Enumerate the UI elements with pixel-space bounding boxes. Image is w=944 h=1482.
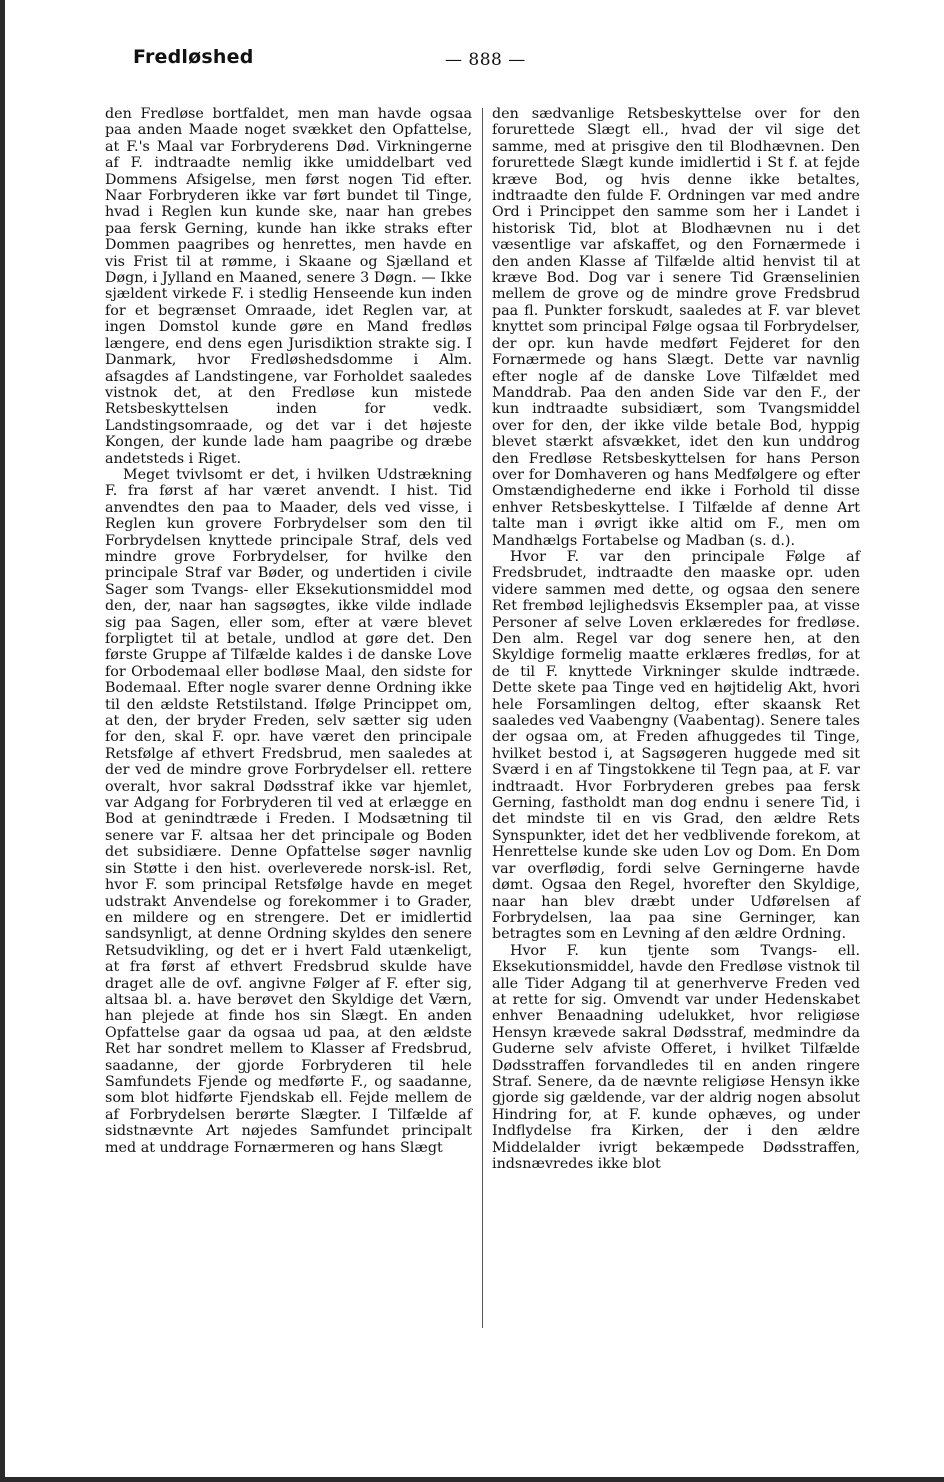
scan-page-edge-left <box>0 0 5 1482</box>
paragraph: Meget tvivlsomt er det, i hvilken Udstrækning F. fra først af har været anvendt. I hist. Tid anvendtes den paa to Maader, dels ved visse, i Reglen kun grovere Forbrydelser som den til Forbrydelsen knyttede principale Straf, dels ved mindre grove Forbrydelser, for hvilke den principale Straf var Bøder, og undertiden i civile Sager som Tvangs- eller Eksekutionsmiddel mod den, der, naar han sagsøgtes, ikke vilde indlade sig paa Sagen, eller som, efter at være blevet forpligtet til at betale, undlod at gøre det. Den første Gruppe af Tilfælde kaldes i de danske Love for Orbodemaal eller bodløse Maal, den sidste for Bodemaal. Efter nogle svarer denne Ordning ikke til den ældste Retstilstand. Ifølge Princippet om, at den, der bryder Freden, selv sætter sig uden for den, skal F. opr. have været den principale Retsfølge af ethvert Fredsbrud, men saaledes at der ved de mindre grove Forbrydelser ell. rettere overalt, hvor sakral Dødsstraf ikke var hjemlet, var Adgang for Forbryderen til ved at erlægge en Bod at genindtræde i Freden. I Modsætning til senere var F. altsaa her det principale og Boden det subsidiære. Denne Opfattelse søger navnlig sin Støtte i den hist. overleverede norsk-isl. Ret, hvor F. som principal Retsfølge havde en meget udstrakt Anvendelse og forekommer i to Grader, en mildere og en strengere. Det er imidlertid sandsynligt, at denne Ordning skyldes den senere Retsudvikling, og det er i hvert Fald utænkeligt, at fra først af ethvert Fredsbrud skulde have draget alle de ovf. angivne Følger af F. efter sig, altsaa bl. a. have berøvet den Skyldige det Værn, han plejede at finde hos sin Slægt. En anden Opfattelse gaar da ogsaa ud paa, at den ældste Ret har sondret mellem to Klasser af Fredsbrud, saadanne, der gjorde Forbryderen til hele Samfundets Fjende og medførte F., og saadanne, som blot hidførte Fjendskab ell. Fejde mellem de af Forbrydelsen berørte Slægter. I Tilfælde af sidstnævnte Art nøjedes Samfundet principalt med at unddrage Fornærmeren og hans Slægt <box>105 466 472 1156</box>
paragraph: Hvor F. kun tjente som Tvangs- ell. Eksekutionsmiddel, havde den Fredløse vistnok til alle Tider Adgang til at generhverve Freden ved at rette for sig. Omvendt var under Hedenskabet enhver Benaadning udelukket, hvor religiøse Hensyn krævede sakral Dødsstraf, medmindre da Guderne selv afviste Offeret, i hvilket Tilfælde Dødsstraffen forvandledes til en anden ringere Straf. Senere, da de nævnte religiøse Hensyn ikke gjorde sig gældende, var der aldrig nogen absolut Hindring for, at F. kunde ophæves, og under Indflydelse fra Kirken, der i den ældre Middelalder ivrigt bekæmpede Dødsstraffen, indsnævredes ikke blot <box>492 942 860 1172</box>
paragraph: Hvor F. var den principale Følge af Fredsbrudet, indtraadte den maaske opr. uden videre sammen med dette, og ogsaa den senere Ret frembød lejlighedsvis Eksempler paa, at visse Personer af selve Loven erklæredes for fredløse. Den alm. Regel var dog senere hen, at den Skyldige formelig maatte erklæres fredløs, for at de til F. knyttede Virkninger skulde indtræde. Dette skete paa Tinge ved en højtidelig Akt, hvori hele Forsamlingen deltog, efter skaansk Ret saaledes ved Vaabengny (Vaabentag). Senere tales der ogsaa om, at Freden afhuggedes til Tinge, hvilket bestod i, at Sagsøgeren huggede med sit Sværd i en af Tingstokkene til Tegn paa, at F. var indtraadt. Hvor Forbryderen grebes paa fersk Gerning, fastholdt man dog endnu i senere Tid, i det mindste til en vis Grad, den ældre Rets Synspunkter, idet det her vedblivende forekom, at Henrettelse kunde ske uden Lov og Dom. En Dom var overflødig, fordi selve Gerningerne havde dømt. Ogsaa den Regel, hvorefter den Skyldige, naar han blev dræbt under Udførelsen af Forbrydelsen, laa paa sine Gerninger, kan betragtes som en Levning af den ældre Ordning. <box>492 548 860 943</box>
scan-page-edge-bottom <box>0 1477 944 1482</box>
column-divider <box>482 108 483 1328</box>
paragraph: den sædvanlige Retsbeskyttelse over for den forurettede Slægt ell., hvad der vil sige det samme, med at prisgive den til Blodhævnen. Den forurettede Slægt kunde imidlertid i St f. at fejde kræve Bod, og hvis denne ikke betaltes, indtraadte den fulde F. Ordningen var med andre Ord i Princippet den samme som her i Landet i historisk Tid, blot at Blodhævnen nu i det væsentlige var afskaffet, og den Fornærmede i den anden Klasse af Tilfælde altid henvist til at kræve Bod. Dog var i senere Tid Grænselinien mellem de grove og de mindre grove Fredsbrud paa fl. Punkter forskudt, saaledes at F. var blevet knyttet som principal Følge ogsaa til Forbrydelser, der opr. kun havde medført Fejderet for den Fornærmede og hans Slægt. Dette var navnlig efter nogle af de danske Love Tilfældet med Manddrab. Paa den anden Side var den F., der kun indtraadte subsidiært, som Tvangsmiddel over for den, der ikke vilde betale Bod, hyppig blevet stærkt afsvækket, idet den kun unddrog den Fredløse Retsbeskyttelsen for hans Person over for Domhaveren og hans Medfølgere og efter Omstændighederne end ikke i Forhold til disse enhver Retsbeskyttelse. I Tilfælde af denne Art talte man i øvrigt ikke altid om F., men om Mandhælgs Fortabelse og Madban (s. d.). <box>492 106 860 549</box>
text-column-left <box>105 106 472 1156</box>
running-head-title: Fredløshed <box>133 46 254 68</box>
paragraph: den Fredløse bortfaldet, men man havde ogsaa paa anden Maade noget svækket den Opfattelse, at F.'s Maal var Forbryderens Død. Virkningerne af F. indtraadte nemlig ikke umiddelbart ved Dommens Afsigelse, men først nogen Tid efter. Naar Forbryderen ikke var ført bundet til Tinge, hvad i Reglen kun kunde ske, naar han grebes paa fersk Gerning, kunde han ikke straks efter Dommen paagribes og henrettes, men havde en vis Frist til at rømme, i Skaane og Sjælland et Døgn, i Jylland en Maaned, senere 3 Døgn. — Ikke sjældent virkede F. i stedlig Henseende kun inden for et begrænset Omraade, idet Reglen var, at ingen Domstol kunde gøre en Mand fredløs længere, end dens egen Jurisdiktion strakte sig. I Danmark, hvor Fredløshedsdomme i Alm. afsagdes af Landstingene, var Forholdet saaledes vistnok det, at den Fredløse kun mistede Retsbeskyttelsen inden for vedk. Landstingsomraade, og det var i det højeste Kongen, der kunde lade ham paagribe og dræbe andetsteds i Riget. <box>105 106 472 467</box>
page-number: — 888 — <box>445 50 526 70</box>
text-column-right <box>492 106 860 1172</box>
